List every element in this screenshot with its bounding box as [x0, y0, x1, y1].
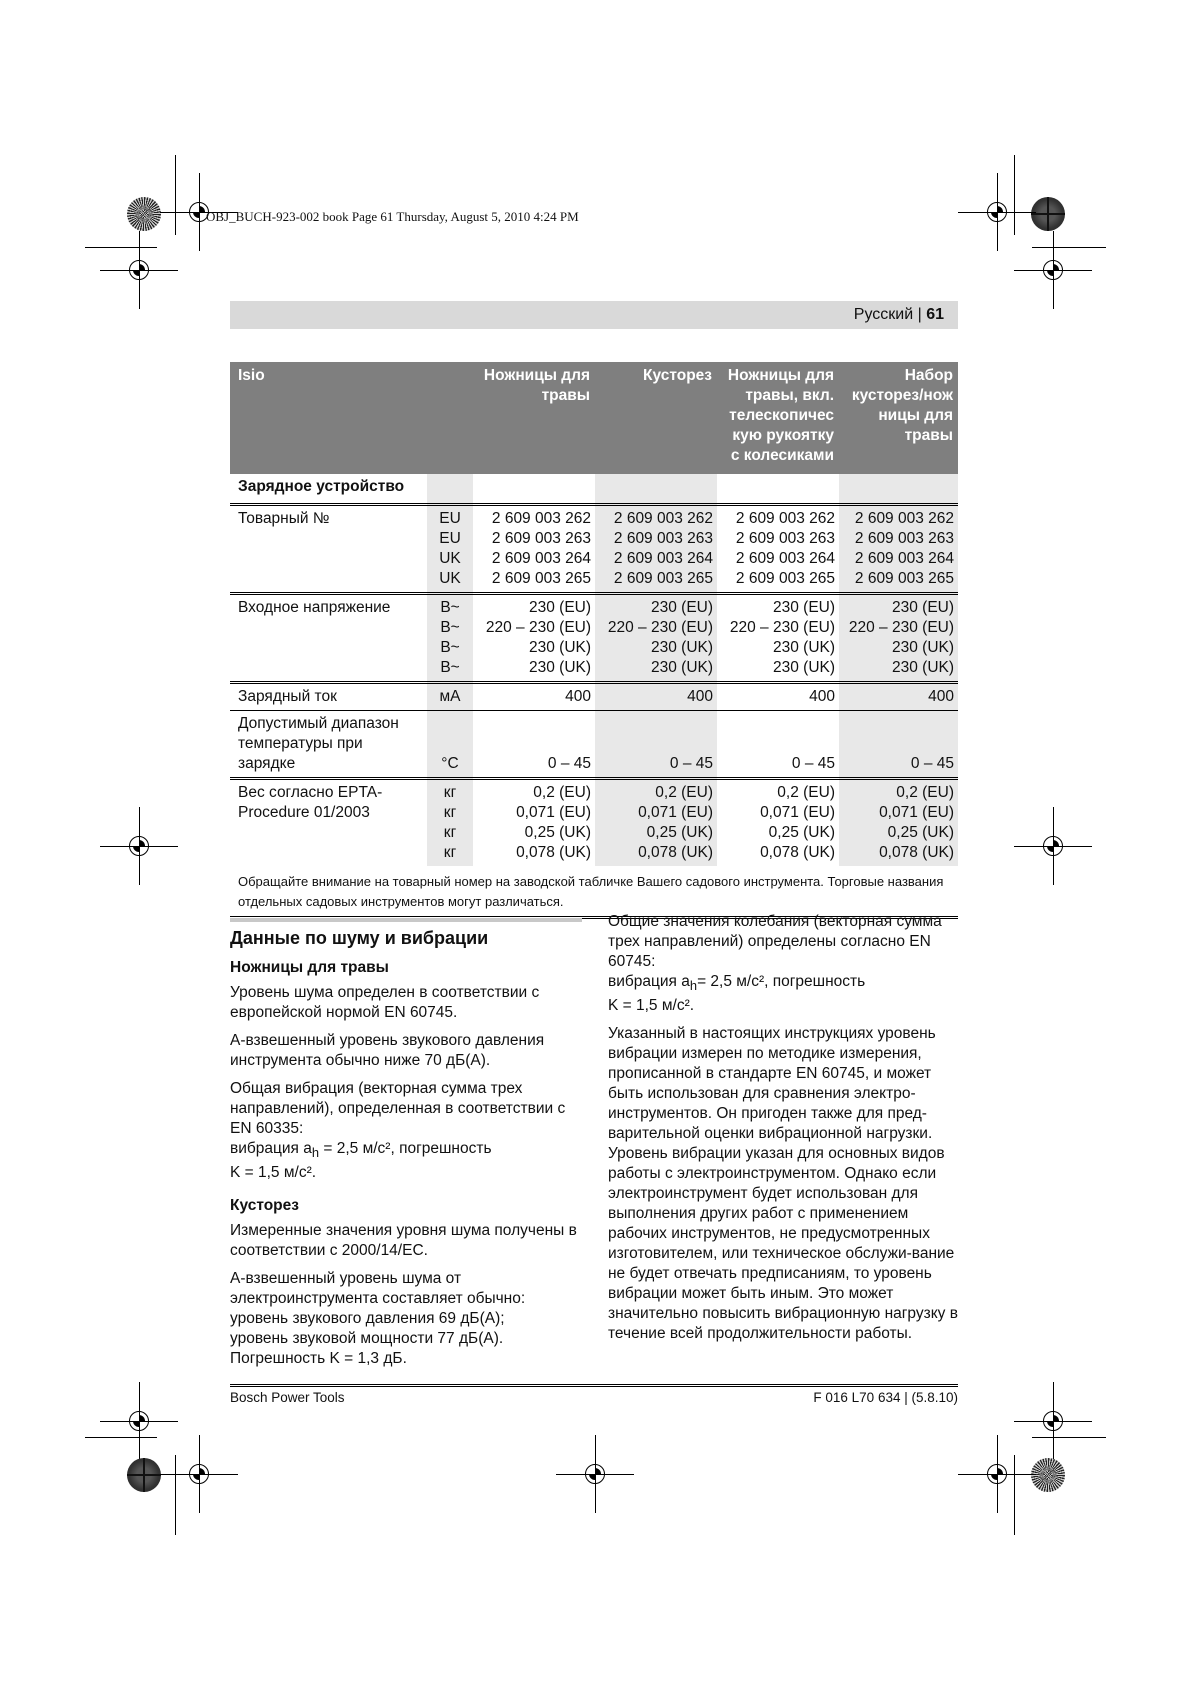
column-header: Ножницы для травы, вкл. телескопичес кую рукоятку с колесиками — [717, 362, 839, 474]
registration-mark-icon — [987, 202, 1007, 222]
table-row-input-voltage: Входное напряжение В~ В~ В~ В~ 230 (EU) 220 – 230 (EU) 230 (UK) 230 (UK) 230 (EU) 220 – 230 (EU) 230 (UK) 230 (UK) 230 (EU) 220 – 230 (EU) 230 (UK) 230 (UK) 230 (EU) 220 – 230 (EU) 230 (UK) 230 (UK) — [230, 594, 958, 683]
crop-mark — [85, 1437, 157, 1438]
registration-mark-icon — [129, 836, 149, 856]
registration-mark-icon — [189, 1464, 209, 1484]
row-label: Вес согласно EPTA-Procedure 01/2003 — [230, 779, 427, 867]
subsection-title: Ножницы для травы — [230, 959, 389, 976]
registration-mark-icon — [1043, 1411, 1063, 1431]
crop-mark — [85, 247, 157, 248]
column-header: Ножницы для травы — [473, 362, 595, 474]
section-title: Данные по шуму и вибрации — [230, 928, 489, 948]
left-column — [230, 918, 582, 1377]
crop-mark — [1014, 1455, 1015, 1535]
registration-mark-icon — [1043, 836, 1063, 856]
paragraph: Общая вибрация (векторная сумма трех направлений), определенная в соответствии с EN 60335: вибрация $a_h = 2,5$ м/с², погрешность K = 1,5 м/с². — [230, 1080, 566, 1182]
registration-mark-icon — [1043, 260, 1063, 280]
table-row-article-number: Товарный № EU EU UK UK 2 609 003 262 2 609 003 263 2 609 003 264 2 609 003 265 2 609 003 262 2 609 003 263 2 609 003 264 2 609 003 265 2 609 003 262 2 609 003 263 2 609 003 264 2 609 003 265 2 609 003 262 2 609 003 263 2 609 003 264 2 609 003 265 — [230, 505, 958, 594]
registration-mark-icon — [129, 260, 149, 280]
registration-mark-icon — [129, 1411, 149, 1431]
footer-brand: Bosch Power Tools — [230, 1390, 345, 1405]
header-separator: | — [917, 306, 922, 323]
page-header — [230, 301, 958, 329]
column-header: Кусторез — [595, 362, 717, 474]
crop-mark — [1014, 155, 1015, 235]
table-row-temp-range: Допустимый диапазон температуры при зарядке °C 0 – 45 0 – 45 0 – 45 0 – 45 — [230, 711, 958, 779]
row-label: Входное напряжение — [230, 594, 427, 683]
column-header: Isio — [230, 362, 473, 474]
table-footnote: Обращайте внимание на товарный номер на заводской табличке Вашего садового инструмента. Торговые названия отдельных садовых инструментов могут различаться. — [230, 866, 958, 919]
section-title: Зарядное устройство — [238, 478, 405, 495]
paragraph: Указанный в настоящих инструкциях уровень вибрации измерен по методике измерения, прописанной в стандарте EN 60745, и может быть использован для сравнения электро-инструментов. Он пригоден также для пред-варительной оценки вибрационной нагрузки. Уровень вибрации указан для основных видов работы с электроинструментом. Однако если электроинструмент будет использован для выполнения других работ с применением рабочих инструментов, не предусмотренных изготовителем, или техническое обслужи-вание не будет отвечать предписаниям, то уровень вибрации может быть иным. Это может значительно повысить вибрационную нагрузку в течение всей продолжительности работы. — [608, 1025, 958, 1343]
paragraph: Общие значения колебания (векторная сумма трех направлений) определены согласно EN 60745: вибрация $a_h= 2,5$ м/с², погрешность K = 1,5 м/с². — [608, 913, 942, 1015]
table-row-charge-current: Зарядный ток мА 400 400 400 400 — [230, 683, 958, 711]
crop-mark — [175, 155, 176, 235]
specs-table — [230, 362, 958, 919]
crop-mark — [1032, 1437, 1106, 1438]
color-bar-star-icon — [127, 197, 161, 231]
print-slug: OBJ_BUCH-923-002 book Page 61 Thursday, August 5, 2010 4:24 PM — [206, 209, 579, 224]
footer-doc-number: F 016 L70 634 | (5.8.10) — [813, 1390, 958, 1405]
footer-rule — [230, 1384, 958, 1387]
row-label: Допустимый диапазон температуры при зарядке — [230, 711, 427, 779]
paragraph: A-взвешенный уровень звукового давления инструмента обычно ниже 70 дБ(A). — [230, 1032, 545, 1069]
section-row — [230, 474, 958, 505]
paragraph: A-взвешенный уровень шума от электроинструмента составляет обычно: уровень звукового давления 69 дБ(A); уровень звуковой мощности 77 дБ(A). Погрешность K = 1,3 дБ. — [230, 1270, 526, 1368]
row-label: Зарядный ток — [230, 683, 427, 711]
subsection-title: Кусторез — [230, 1197, 299, 1215]
row-label: Товарный № — [230, 505, 427, 594]
paragraph: Измеренные значения уровня шума получены в соответствии с 2000/14/EC. — [230, 1222, 577, 1260]
column-header: Набор кусторез/нож ницы для травы — [839, 362, 958, 474]
section-rule — [230, 918, 582, 922]
paragraph: Уровень шума определен в соответствии с европейской нормой EN 60745. — [230, 984, 540, 1021]
registration-mark-icon — [585, 1464, 605, 1484]
crop-mark — [175, 1455, 176, 1535]
page-number: 61 — [926, 306, 944, 323]
color-bar-dark-icon — [127, 1458, 161, 1492]
color-bar-dark-icon — [1031, 197, 1065, 231]
color-bar-star-icon — [1031, 1458, 1065, 1492]
table-header-row — [230, 362, 958, 474]
right-column — [608, 912, 960, 1352]
header-language: Русский — [853, 306, 914, 323]
crop-mark — [1032, 247, 1106, 248]
registration-mark-icon — [987, 1464, 1007, 1484]
table-row-weight: Вес согласно EPTA-Procedure 01/2003 кг кг кг кг 0,2 (EU) 0,071 (EU) 0,25 (UK) 0,078 (UK) 0,2 (EU) 0,071 (EU) 0,25 (UK) 0,078 (UK) 0,2 (EU) 0,071 (EU) 0,25 (UK) 0,078 (UK) 0,2 (EU) 0,071 (EU) 0,25 (UK) 0,078 (UK) — [230, 779, 958, 867]
